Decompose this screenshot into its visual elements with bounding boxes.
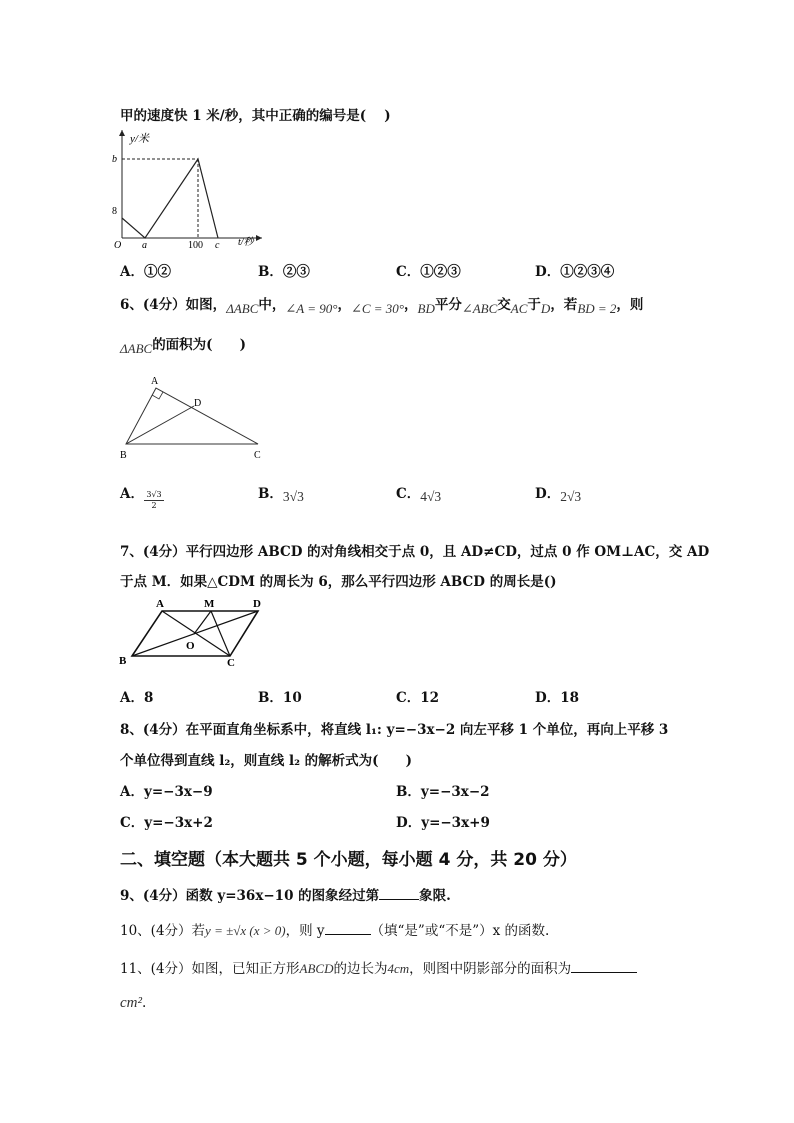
q8-option-b[interactable]: B．y=−3x−2 [396,784,490,800]
q7-option-a[interactable]: A．8 [120,690,154,706]
q9-blank[interactable] [379,885,419,900]
q7-option-c[interactable]: C．12 [396,690,440,706]
section-heading-fill-in: 二、填空题（本大题共 5 个小题，每小题 4 分，共 20 分） [120,850,577,870]
q5-c-label: c [215,240,220,248]
q6-option-b[interactable]: B．3√3 [258,486,304,504]
q7-parallelogram-figure [116,594,276,670]
q5-option-d[interactable]: D．①②③④ [535,264,615,280]
q5-b-label: b [112,154,117,165]
q7-label-b: B [119,655,127,667]
q7-option-d[interactable]: D．18 [535,690,580,706]
q5-x-label: t/秒 [238,237,254,248]
q5-option-c[interactable]: C．①②③ [396,264,461,280]
q6-option-a-fraction: 3√3 2 [144,490,164,511]
q7-label-m: M [204,598,215,610]
q7-label-a: A [156,598,164,610]
q8-option-d[interactable]: D．y=−3x+9 [396,815,490,831]
q6-option-a[interactable]: A． 3√3 2 [120,482,144,502]
q6-label-c: C [254,450,261,461]
q5-origin-label: O [114,240,122,248]
q7-stem-line1: 7、(4分）平行四边形 ABCD 的对角线相交于点 0，且 AD≠CD，过点 0 作 OM⊥AC，交 AD [120,544,710,560]
q7-option-b[interactable]: B．10 [258,690,302,706]
q8-stem-line2: 个单位得到直线 l₂，则直线 l₂ 的解析式为( ) [120,753,412,769]
q6-triangle-figure [118,372,268,462]
q5-y-label: y/米 [130,133,149,145]
q7-stem-line2: 于点 M．如果△CDM 的周长为 6，那么平行四边形 ABCD 的周长是() [120,574,557,590]
q5-100-label: 100 [188,240,203,248]
q5-option-b[interactable]: B．②③ [258,264,310,280]
q6-label-a: A [151,376,159,387]
q5-a-label: a [142,240,147,248]
q11-stem-line1: 11、(4分）如图，已知正方形ABCD的边长为4cm，则图中阴影部分的面积为 [120,957,637,977]
q6-label-b: B [120,450,127,461]
q11-stem-line2: cm². [120,995,147,1011]
q6-option-c[interactable]: C．4√3 [396,486,442,504]
q6-option-d[interactable]: D．2√3 [535,486,582,504]
q11-blank[interactable] [571,958,637,973]
q9-stem: 9、(4分）函数 y=36x−10 的图象经过第 象限. [120,884,451,904]
q6-stem-line2: ΔABC的面积为( ) [120,337,246,356]
q7-label-o: O [186,640,195,652]
q8-option-a[interactable]: A．y=−3x−9 [120,784,213,800]
q8-option-c[interactable]: C．y=−3x+2 [120,815,213,831]
q7-label-d: D [253,598,261,610]
q5-eight-label: 8 [112,206,117,217]
q7-label-c: C [227,657,235,669]
q5-stem-tail: 甲的速度快 1 米/秒，其中正确的编号是( ) [120,108,391,124]
q5-graph [112,128,262,248]
q6-stem-line1: 6、(4分）如图，ΔABC中，∠A = 90°，∠C = 30°，BD平分∠ABC交AC于D，若BD = 2，则 [120,297,644,316]
q6-label-d: D [194,398,202,409]
q5-option-a[interactable]: A．①② [120,264,171,280]
q10-blank[interactable] [325,920,371,935]
q8-stem-line1: 8、(4分）在平面直角坐标系中，将直线 l₁: y=−3x−2 向左平移 1 个单位，再向上平移 3 [120,722,669,738]
q10-stem: 10、(4分）若y = ±√x (x > 0)，则 y （填“是”或“不是”）x 的函数. [120,919,549,939]
